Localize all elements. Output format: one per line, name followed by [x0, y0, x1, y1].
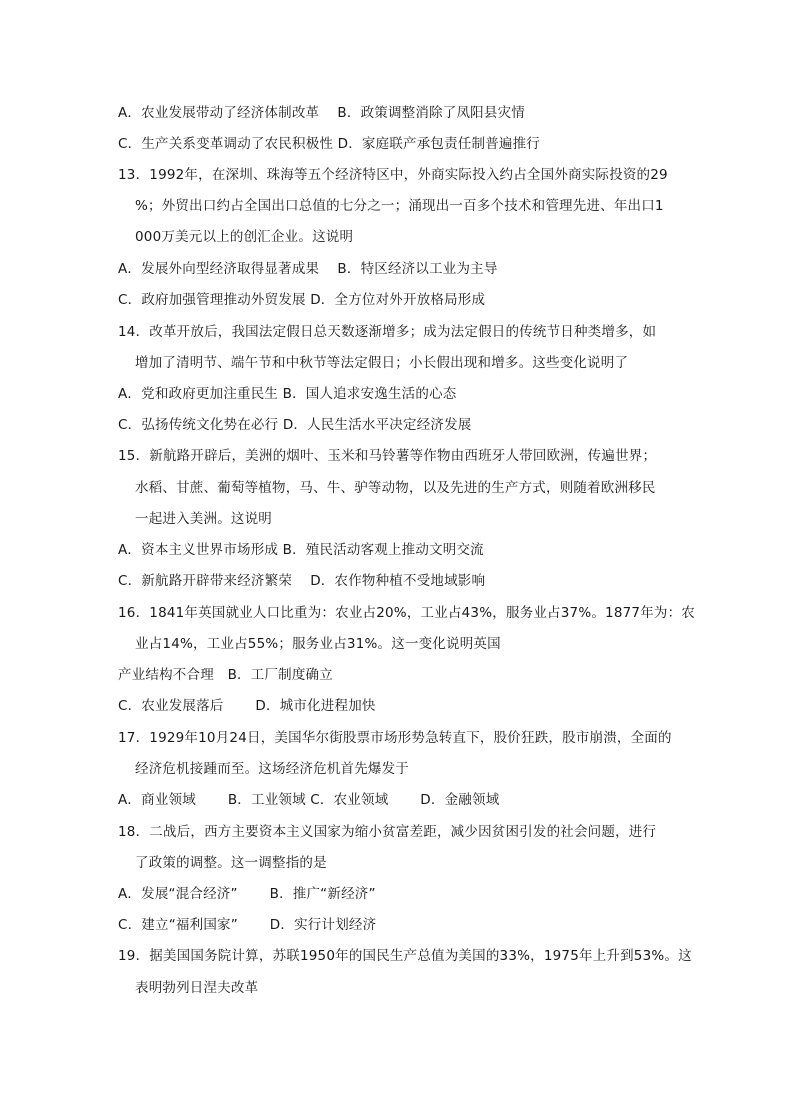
q18-stem-line1: 18．二战后，西方主要资本主义国家为缩小贫富差距，减少因贫困引发的社会问题，进行	[118, 824, 657, 840]
q18-option-cd: C．建立“福利国家” D．实行计划经济	[118, 917, 377, 933]
q13-option-cd: C．政府加强管理推动外贸发展 D．全方位对外开放格局形成	[118, 292, 486, 308]
q15-stem-line2: 水稻、甘蔗、葡萄等植物，马、牛、驴等动物，以及先进的生产方式，则随着欧洲移民	[135, 480, 656, 496]
q19-stem-line2: 表明勃列日涅夫改革	[135, 980, 259, 996]
q15-option-cd: C．新航路开辟带来经济繁荣 D．农作物种植不受地域影响	[118, 573, 486, 589]
q13-stem-line3: 000万美元以上的创汇企业。这说明	[135, 229, 354, 245]
q13-stem-line1: 13．1992年，在深圳、珠海等五个经济特区中，外商实际投入约占全国外商实际投资的29	[118, 167, 668, 183]
q17-stem-line1: 17．1929年10月24日，美国华尔街股票市场形势急转直下，股价狂跌，股市崩溃，全面的	[118, 730, 672, 746]
q15-option-ab: A．资本主义世界市场形成 B．殖民活动客观上推动文明交流	[118, 542, 484, 558]
q17-options: A．商业领域 B．工业领域 C．农业领域 D．金融领域	[118, 792, 500, 808]
q14-option-cd: C．弘扬传统文化势在必行 D．人民生活水平决定经济发展	[118, 417, 472, 433]
q16-option-cd: C．农业发展落后 D．城市化进程加快	[118, 698, 376, 714]
q12-option-ab: A．农业发展带动了经济体制改革 B．政策调整消除了凤阳县灾情	[118, 105, 525, 121]
q18-stem-line2: 了政策的调整。这一调整指的是	[135, 855, 327, 871]
q13-stem-line2: %；外贸出口约占全国出口总值的七分之一；涌现出一百多个技术和管理先进、年出口1	[135, 198, 664, 214]
q15-stem-line1: 15．新航路开辟后，美洲的烟叶、玉米和马铃薯等作物由西班牙人带回欧洲，传遍世界；	[118, 448, 657, 464]
q19-stem-line1: 19．据美国国务院计算，苏联1950年的国民生产总值为美国的33%，1975年上升到53%。这	[118, 948, 692, 964]
q13-option-ab: A．发展外向型经济取得显著成果 B．特区经济以工业为主导	[118, 261, 498, 277]
q16-stem-line2: 业占14%，工业占55%；服务业占31%。这一变化说明英国	[135, 636, 501, 652]
q15-stem-line3: 一起进入美洲。这说明	[135, 511, 272, 527]
q18-option-ab: A．发展“混合经济” B．推广“新经济”	[118, 886, 376, 902]
q16-stem-line1: 16．1841年英国就业人口比重为：农业占20%，工业占43%，服务业占37%。1877年为：农	[118, 605, 696, 621]
q14-option-ab: A．党和政府更加注重民生 B．国人追求安逸生活的心态	[118, 386, 457, 402]
q16-option-ab: 产业结构不合理 B．工厂制度确立	[118, 667, 333, 683]
q12-option-cd: C．生产关系变革调动了农民积极性 D．家庭联产承包责任制普遍推行	[118, 136, 541, 152]
q17-stem-line2: 经济危机接踵而至。这场经济危机首先爆发于	[135, 761, 409, 777]
q14-stem-line1: 14．改革开放后，我国法定假日总天数逐渐增多；成为法定假日的传统节日种类增多，如	[118, 324, 657, 340]
q14-stem-line2: 增加了清明节、端午节和中秋节等法定假日；小长假出现和增多。这些变化说明了	[135, 355, 629, 371]
